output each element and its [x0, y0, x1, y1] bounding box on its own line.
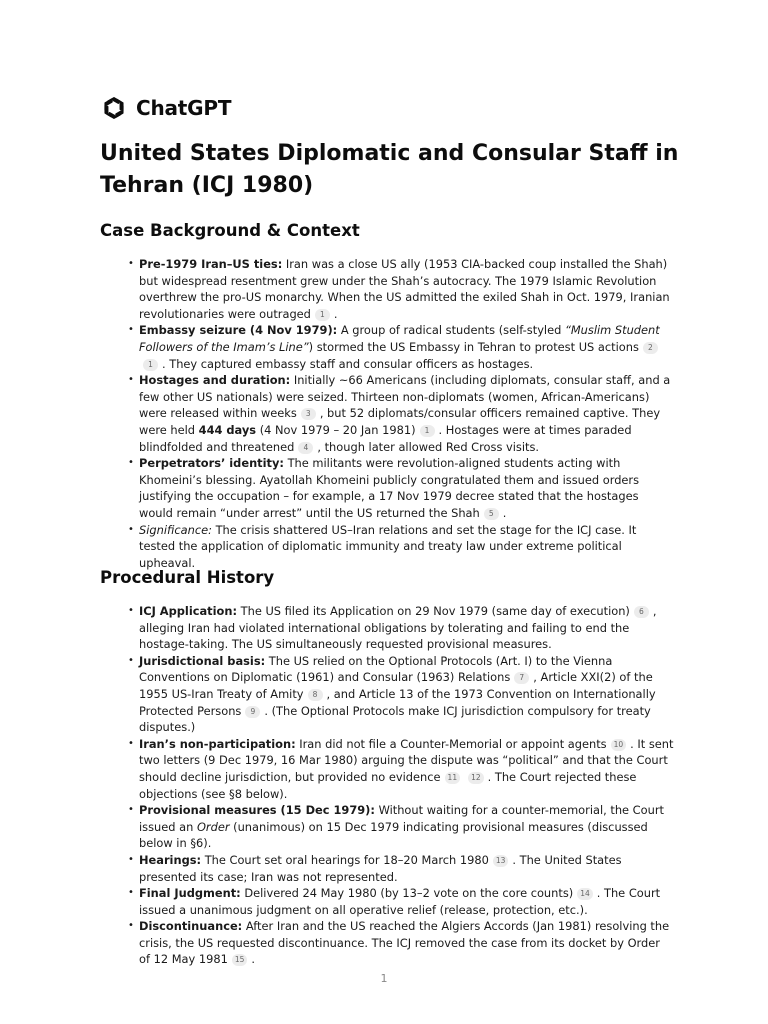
- list-item: [128, 653, 674, 736]
- list-item: [128, 918, 674, 968]
- page-number: 1: [380, 972, 388, 985]
- body-text: , and Article 13 of the 1973 Convention on Internationally Protected Persons: [139, 686, 656, 718]
- citation-badge[interactable]: 8: [308, 689, 323, 701]
- body-text: A group of radical students (self-styled: [337, 323, 565, 338]
- body-text: , Article XXI(2) of the 1955 US-Iran Treaty of Amity: [139, 670, 653, 701]
- body-text: . It sent two letters (9 Dec 1979, 16 Mar 1980) arguing the dispute was “political” and that the Court should decline jurisdiction, but provided no evidence: [139, 736, 674, 784]
- brand-header: [100, 92, 231, 124]
- body-text: The US filed its Application on 29 Nov 1979 (same day of execution): [237, 604, 630, 618]
- citation-badge[interactable]: 7: [514, 672, 529, 684]
- bold-text: Final Judgment:: [139, 886, 241, 901]
- bold-text: ICJ Application:: [139, 604, 238, 618]
- body-text: The US relied on the Optional Protocols (Art. I) to the Vienna Conventions on Diplomatic (1961) and Consular (1963) Relations: [139, 653, 613, 685]
- background-bullet-list: [128, 256, 674, 571]
- section-heading-procedural-history: Procedural History: [100, 568, 275, 587]
- bold-text: Perpetrators’ identity:: [139, 456, 284, 471]
- body-text: . (The Optional Protocols make ICJ jurisdiction compulsory for treaty disputes.): [139, 703, 651, 735]
- body-text: , though later allowed Red Cross visits.: [317, 439, 540, 454]
- openai-logo-icon: [100, 94, 128, 122]
- list-item: [128, 852, 674, 885]
- list-item: [128, 603, 674, 653]
- body-text: . The Court rejected these objections (see §8 below).: [139, 769, 637, 801]
- italic-text: Significance:: [139, 522, 212, 537]
- bold-text: Hearings:: [139, 852, 202, 867]
- body-text: . The Court issued a unanimous judgment on all operative relief (release, protection, etc.).: [139, 886, 661, 917]
- citation-badge[interactable]: 5: [484, 508, 499, 520]
- citation-badge[interactable]: 1: [420, 425, 435, 437]
- bold-text: 444 days: [198, 422, 257, 437]
- citation-badge[interactable]: 6: [634, 606, 649, 618]
- citation-badge[interactable]: 1: [143, 359, 158, 371]
- list-item: [128, 522, 674, 572]
- procedural-bullet-list: [128, 603, 674, 968]
- list-item: [128, 736, 674, 802]
- citation-badge[interactable]: 12: [468, 772, 484, 784]
- citation-badge[interactable]: 15: [232, 954, 248, 966]
- body-text: Without waiting for a counter-memorial, the Court issued an: [139, 803, 664, 834]
- body-text: (unanimous) on 15 Dec 1979 indicating provisional measures (discussed below in §6).: [139, 819, 648, 851]
- bold-text: Iran’s non-participation:: [139, 736, 296, 751]
- body-text: The Court set oral hearings for 18–20 March 1980: [201, 852, 489, 867]
- bold-text: Discontinuance:: [139, 919, 243, 934]
- citation-badge[interactable]: 2: [643, 342, 658, 354]
- list-item: [128, 372, 674, 455]
- section-heading-background: Case Background & Context: [100, 221, 360, 240]
- list-item: [128, 322, 674, 372]
- body-text: . They captured embassy staff and consular officers as hostages.: [162, 356, 534, 371]
- italic-text: “Muslim Student Followers of the Imam’s Line”: [139, 323, 660, 354]
- body-text: Initially ~66 Americans (including diplomats, consular staff, and a few other US nationals) were seized. Thirteen non-diplomats (women, African-Americans) were released within weeks: [139, 373, 671, 421]
- bold-text: Provisional measures (15 Dec 1979):: [139, 803, 375, 818]
- body-text: The crisis shattered US–Iran relations and set the stage for the ICJ case. It tested the application of diplomatic immunity and treaty law under extreme political upheaval.: [139, 522, 637, 570]
- body-text: ) stormed the US Embassy in Tehran to protest US actions: [308, 339, 639, 354]
- body-text: . The United States presented its case; Iran was not represented.: [139, 852, 622, 884]
- list-item: [128, 802, 674, 852]
- bold-text: Jurisdictional basis:: [139, 653, 266, 668]
- body-text: Iran did not file a Counter-Memorial or appoint agents: [295, 736, 607, 751]
- body-text: .: [333, 306, 338, 321]
- body-text: Iran was a close US ally (1953 CIA-backed coup installed the Shah) but widespread resentment grew under the Shah’s autocracy. The 1979 Islamic Revolution overthrew the pro-US monarchy. When the US admitted the exiled Shah in Oct. 1979, Iranian revolutionaries were outraged: [139, 257, 670, 321]
- citation-badge[interactable]: 10: [611, 739, 627, 751]
- citation-badge[interactable]: 9: [245, 706, 260, 718]
- bold-text: Hostages and duration:: [139, 373, 291, 388]
- citation-badge[interactable]: 14: [577, 888, 593, 900]
- bold-text: Embassy seizure (4 Nov 1979):: [139, 323, 338, 338]
- body-text: .: [502, 505, 507, 520]
- citation-badge[interactable]: 3: [301, 408, 316, 420]
- citation-badge[interactable]: 13: [493, 855, 509, 867]
- citation-badge[interactable]: 4: [298, 442, 313, 454]
- italic-text: Order: [196, 819, 230, 834]
- citation-badge[interactable]: 11: [445, 772, 461, 784]
- body-text: . Hostages were at times paraded blindfolded and threatened: [139, 422, 632, 454]
- bold-text: Pre-1979 Iran–US ties:: [139, 257, 283, 271]
- body-text: After Iran and the US reached the Algiers Accords (Jan 1981) resolving the crisis, the US requested discontinuance. The ICJ removed the case from its docket by Order of 12 May 1981: [139, 919, 670, 967]
- body-text: , but 52 diplomats/consular officers remained captive. They were held: [139, 406, 661, 437]
- list-item: [128, 256, 674, 322]
- body-text: , alleging Iran had violated international obligations by tolerating and failing to end the hostage-taking. The US simultaneously requested provisional measures.: [139, 604, 657, 652]
- body-text: Delivered 24 May 1980 (by 13–2 vote on the core counts): [240, 886, 574, 901]
- body-text: .: [251, 952, 256, 967]
- list-item: [128, 885, 674, 918]
- body-text: The militants were revolution-aligned students acting with Khomeini’s blessing. Ayatollah Khomeini publicly congratulated them and issued orders justifying the occupation – for example, a 17 Nov 1979 decree stated that the hostages would remain “under arrest” until the US returned the Shah: [139, 456, 640, 520]
- brand-name: ChatGPT: [136, 96, 232, 120]
- citation-badge[interactable]: 1: [315, 309, 330, 321]
- list-item: [128, 455, 674, 521]
- document-title: United States Diplomatic and Consular Staff in Tehran (ICJ 1980): [100, 141, 679, 198]
- body-text: (4 Nov 1979 – 20 Jan 1981): [256, 422, 416, 437]
